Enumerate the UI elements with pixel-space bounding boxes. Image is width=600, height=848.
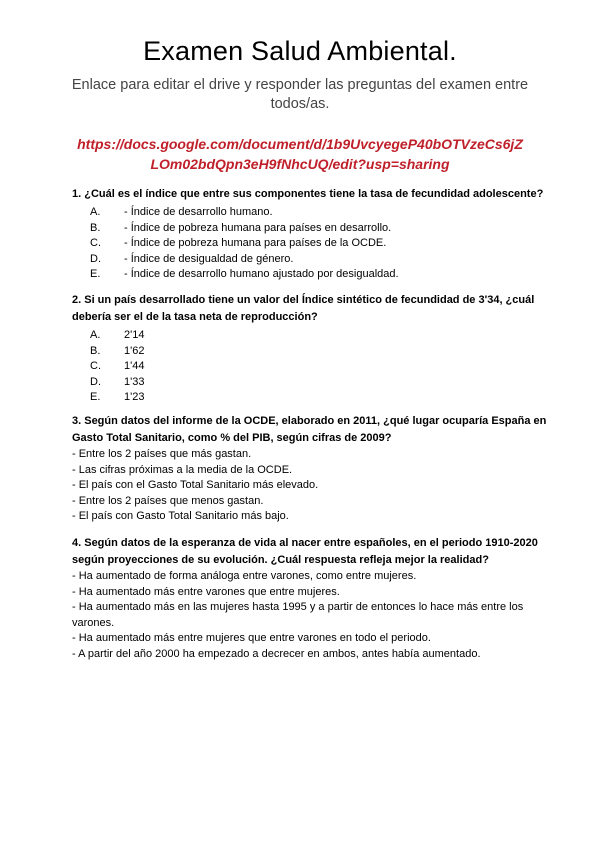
question-3-text: 3. Según datos del informe de la OCDE, elaborado en 2011, ¿qué lugar ocuparía España en Gasto Total Sanitario, como % del PIB, según cifras de 2009? [72,415,547,444]
question-1-options [72,205,552,283]
option-d: D. - Índice de desigualdad de género. [90,252,294,265]
question-1-text: 1. ¿Cuál es el índice que entre sus componentes tiene la tasa de fecundidad adolescente? [72,188,544,200]
question-1 [72,186,552,283]
option-a: A. - Índice de desarrollo humano. [90,206,273,218]
question-4 [72,535,552,662]
option-b: B. - Índice de pobreza humana para países en desarrollo. [90,221,392,234]
option-e: E. 1'23 [90,391,145,403]
option-c: C. 1'44 [90,360,145,372]
answer-line: - Las cifras próximas a la media de la OCDE. [72,463,293,476]
answer-line: - Entre los 2 países que menos gastan. [72,494,264,507]
answer-line: - Ha aumentado de forma análoga entre varones, como entre mujeres. [72,570,417,582]
question-2-text: 2. Si un país desarrollado tiene un valor del Índice sintético de fecundidad de 3'34, ¿cuál debería ser el de la tasa neta de reproducción? [72,294,535,323]
drive-link[interactable] [60,134,540,174]
option-a: A. 2'14 [90,329,145,341]
drive-link-line-2[interactable]: LOm02bdQpn3eH9fNhcUQ/edit?usp=sharing [150,156,450,172]
answer-line: - Ha aumentado más entre varones que entre mujeres. [72,585,340,598]
question-3 [72,413,552,525]
question-2 [72,292,552,406]
question-2-options [72,328,552,406]
page-title: Examen Salud Ambiental. [143,36,457,66]
drive-link-line-1[interactable]: https://docs.google.com/document/d/1b9UvcyegeP40bOTVzeCs6jZ [77,136,523,152]
answer-line: - Entre los 2 países que más gastan. [72,448,252,460]
option-b: B. 1'62 [90,344,145,357]
subtitle: Enlace para editar el drive y responder las preguntas del examen entre todos/as. [71,77,529,112]
answer-line: - Ha aumentado más en las mujeres hasta 1995 y a partir de entonces lo hace más entre los varones. [72,601,524,629]
answer-line: - El país con el Gasto Total Sanitario más elevado. [72,479,319,491]
option-d: D. 1'33 [90,375,145,388]
option-c: C. - Índice de pobreza humana para países de la OCDE. [90,237,387,249]
question-4-text: 4. Según datos de la esperanza de vida al nacer entre españoles, en el periodo 1910-2020 según proyecciones de su evolución. ¿Cuál respuesta refleja mejor la realidad? [72,537,538,566]
answer-line: - A partir del año 2000 ha empezado a decrecer en ambos, antes había aumentado. [72,647,481,660]
option-e: E. - Índice de desarrollo humano ajustado por desigualdad. [90,268,399,280]
answer-line: - El país con Gasto Total Sanitario más bajo. [72,510,289,522]
answer-line: - Ha aumentado más entre mujeres que entre varones en todo el periodo. [72,632,431,644]
